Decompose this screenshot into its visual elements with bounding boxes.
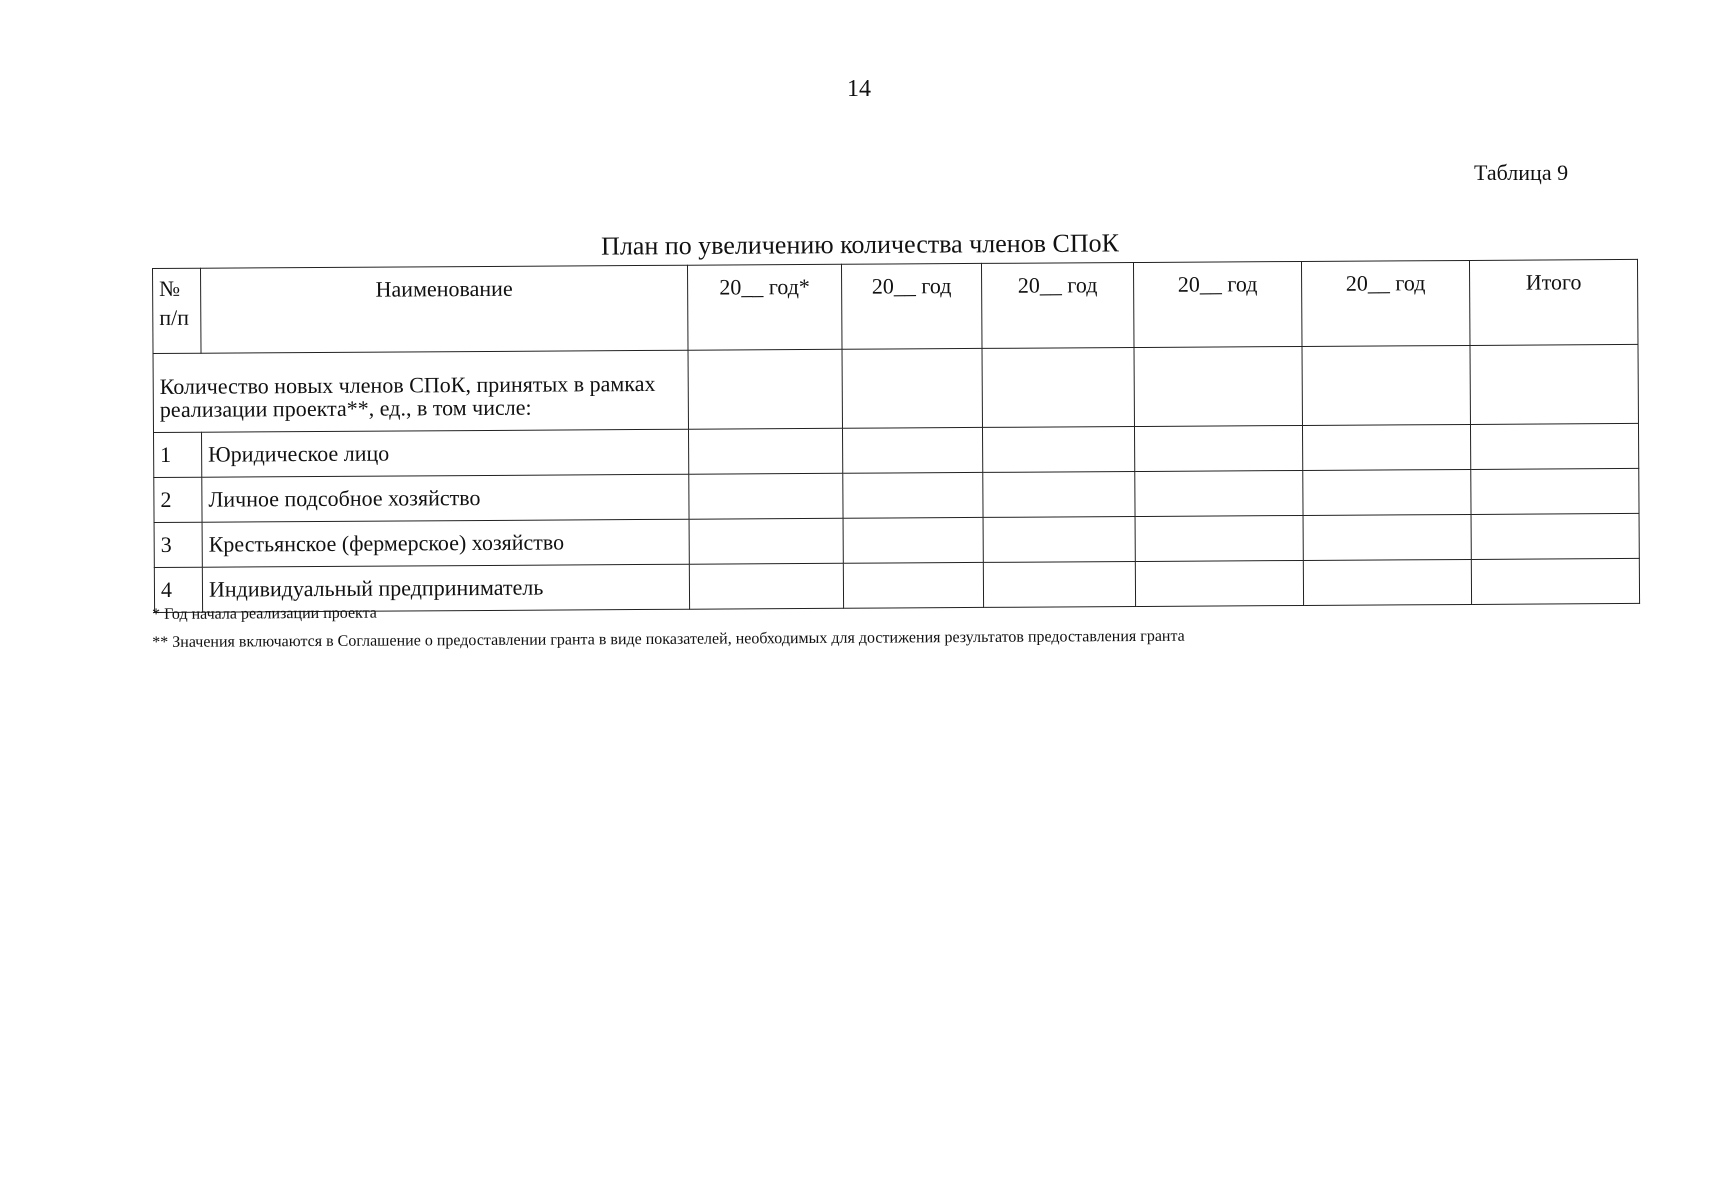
footnote-2: ** Значения включаются в Соглашение о предоставлении гранта в виде показателей, необходимых для достижения результатов предоставления гранта — [152, 627, 1185, 651]
table-cell — [1302, 424, 1470, 470]
document-title: План по увеличению количества членов СПоК — [601, 228, 1119, 261]
table-cell — [688, 349, 842, 429]
table-cell — [1470, 344, 1638, 424]
row-name: Юридическое лицо — [202, 429, 689, 477]
table-cell — [1470, 423, 1638, 469]
table-cell — [1135, 470, 1303, 516]
header-name: Наименование — [201, 265, 689, 353]
table-cell — [1302, 345, 1470, 425]
table-cell — [689, 473, 843, 519]
header-total: Итого — [1469, 259, 1638, 345]
table-cell — [1303, 514, 1471, 560]
table-cell — [842, 348, 982, 428]
header-year-1: 20__ год* — [687, 264, 842, 350]
table-cell — [843, 517, 983, 563]
table-header-row — [153, 259, 1638, 353]
table-cell — [688, 428, 842, 474]
group-row — [153, 344, 1638, 432]
row-num: 4 — [154, 567, 202, 612]
plan-table-container — [152, 259, 1639, 613]
row-num: 3 — [154, 522, 202, 567]
page-number: 14 — [847, 76, 871, 102]
row-name: Индивидуальный предприниматель — [202, 564, 689, 612]
group-row-label: Количество новых членов СПоК, принятых в рамках реализации проекта**, ед., в том числе: — [153, 350, 688, 432]
row-num: 1 — [154, 432, 202, 477]
table-cell — [1471, 513, 1639, 559]
plan-table — [152, 259, 1640, 613]
table-cell — [1135, 515, 1303, 561]
row-num: 2 — [154, 477, 202, 522]
table-cell — [689, 518, 843, 564]
header-year-2: 20__ год — [841, 263, 982, 349]
table-cell — [1303, 469, 1471, 515]
table-cell — [982, 427, 1134, 473]
row-name: Крестьянское (фермерское) хозяйство — [202, 519, 689, 567]
table-cell — [983, 472, 1135, 518]
table-label: Таблица 9 — [1474, 160, 1569, 185]
table-cell — [1471, 468, 1639, 514]
table-cell — [983, 516, 1135, 562]
footnote-1: * Год начала реализации проекта — [152, 604, 377, 623]
header-year-4: 20__ год — [1133, 261, 1302, 347]
table-cell — [842, 427, 982, 473]
footnotes — [152, 597, 1552, 662]
header-year-3: 20__ год — [981, 263, 1134, 349]
table-cell — [843, 472, 983, 518]
row-name: Личное подсобное хозяйство — [202, 474, 689, 522]
table-cell — [982, 348, 1134, 428]
table-cell — [1134, 425, 1302, 471]
table-cell — [1134, 346, 1302, 426]
header-year-5: 20__ год — [1301, 260, 1470, 346]
header-num: № п/п — [153, 268, 202, 353]
